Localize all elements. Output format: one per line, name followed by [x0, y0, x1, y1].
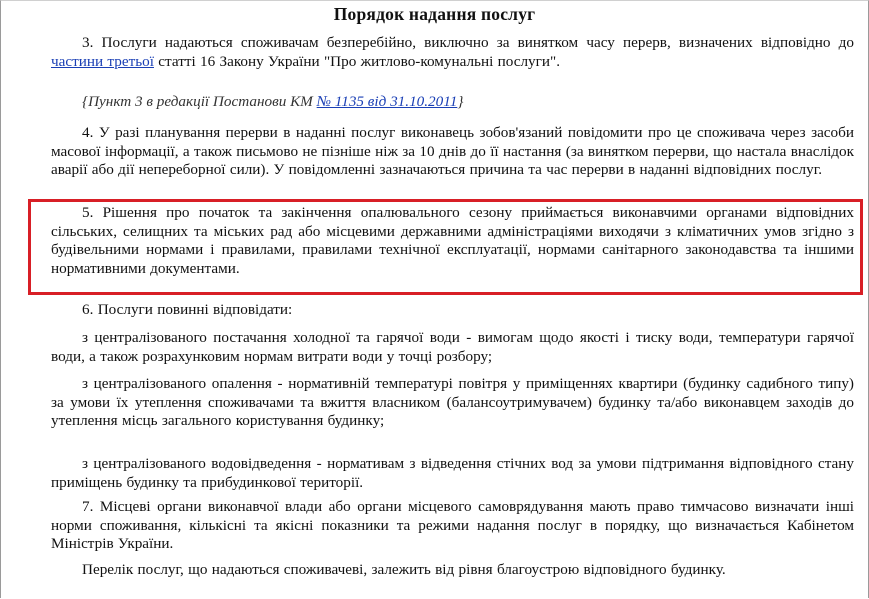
paragraph-3-text-after: статті 16 Закону України "Про житлово-комунальні послуги".: [153, 52, 560, 70]
paragraph-3: [51, 34, 854, 71]
link-resolution-1135[interactable]: № 1135 від 31.10.2011: [316, 93, 458, 110]
link-part-three[interactable]: частини третьої: [51, 52, 154, 70]
paragraph-services-list: Перелік послуг, що надаються споживачеві, залежить від рівня благоустрою відповідного будинку.: [82, 561, 726, 578]
document-title: Порядок надання послуг: [333, 4, 536, 24]
editorial-note-before: {Пункт 3 в редакції Постанови КМ: [82, 93, 317, 110]
paragraph-5: 5. Рішення про початок та закінчення опалювального сезону приймається виконавчими органами відповідних сільських, селищних та міських рад або місцевими державними адміністраціями виходячи з кліматичних умов згідно з будівельними нормами і правилами, правилами технічної експлуатації, нормами санітарного законодавства та іншими нормативними документами.: [51, 204, 854, 277]
paragraph-6-sewage: з централізованого водовідведення - нормативам з відведення стічних вод за умови підтримання відповідного стану приміщень будинку та прибудинкової території.: [51, 455, 854, 491]
paragraph-6-water: з централізованого постачання холодної та гарячої води - вимогам щодо якості і тиску води, температури гарячої води, а також розрахунковим нормам витрати води у точці розбору;: [51, 329, 854, 365]
paragraph-6: 6. Послуги повинні відповідати:: [82, 301, 293, 318]
paragraph-7: 7. Місцеві органи виконавчої влади або органи місцевого самоврядування мають право тимчасово визначати інші норми споживання, кількісні та якісні показники та режими надання послуг в порядку, що визначається Кабінетом Міністрів України.: [51, 498, 854, 553]
editorial-note-after: }: [457, 93, 464, 110]
paragraph-3-text-before: 3. Послуги надаються споживачам безперебійно, виключно за винятком часу перерв, визначених відповідно до: [82, 34, 854, 51]
editorial-note: [82, 93, 463, 111]
paragraph-4: 4. У разі планування перерви в наданні послуг виконавець зобов'язаний повідомити про це споживача через засоби масової інформації, а також письмово не пізніше ніж за 10 днів до її настання (за винятком перерви, що настала внаслідок аварії або дії непереборної сили). У повідомленні зазначаються причина та час перерви в наданні відповідних послуг.: [51, 124, 854, 179]
paragraph-6-heating: з централізованого опалення - нормативній температурі повітря у приміщеннях квартири (будинку садибного типу) за умови їх утеплення споживачами та вжиття власником (балансоутримувачем) будинку та/або виконавцем заходів до утеплення місць загального користування будинку;: [51, 375, 854, 430]
